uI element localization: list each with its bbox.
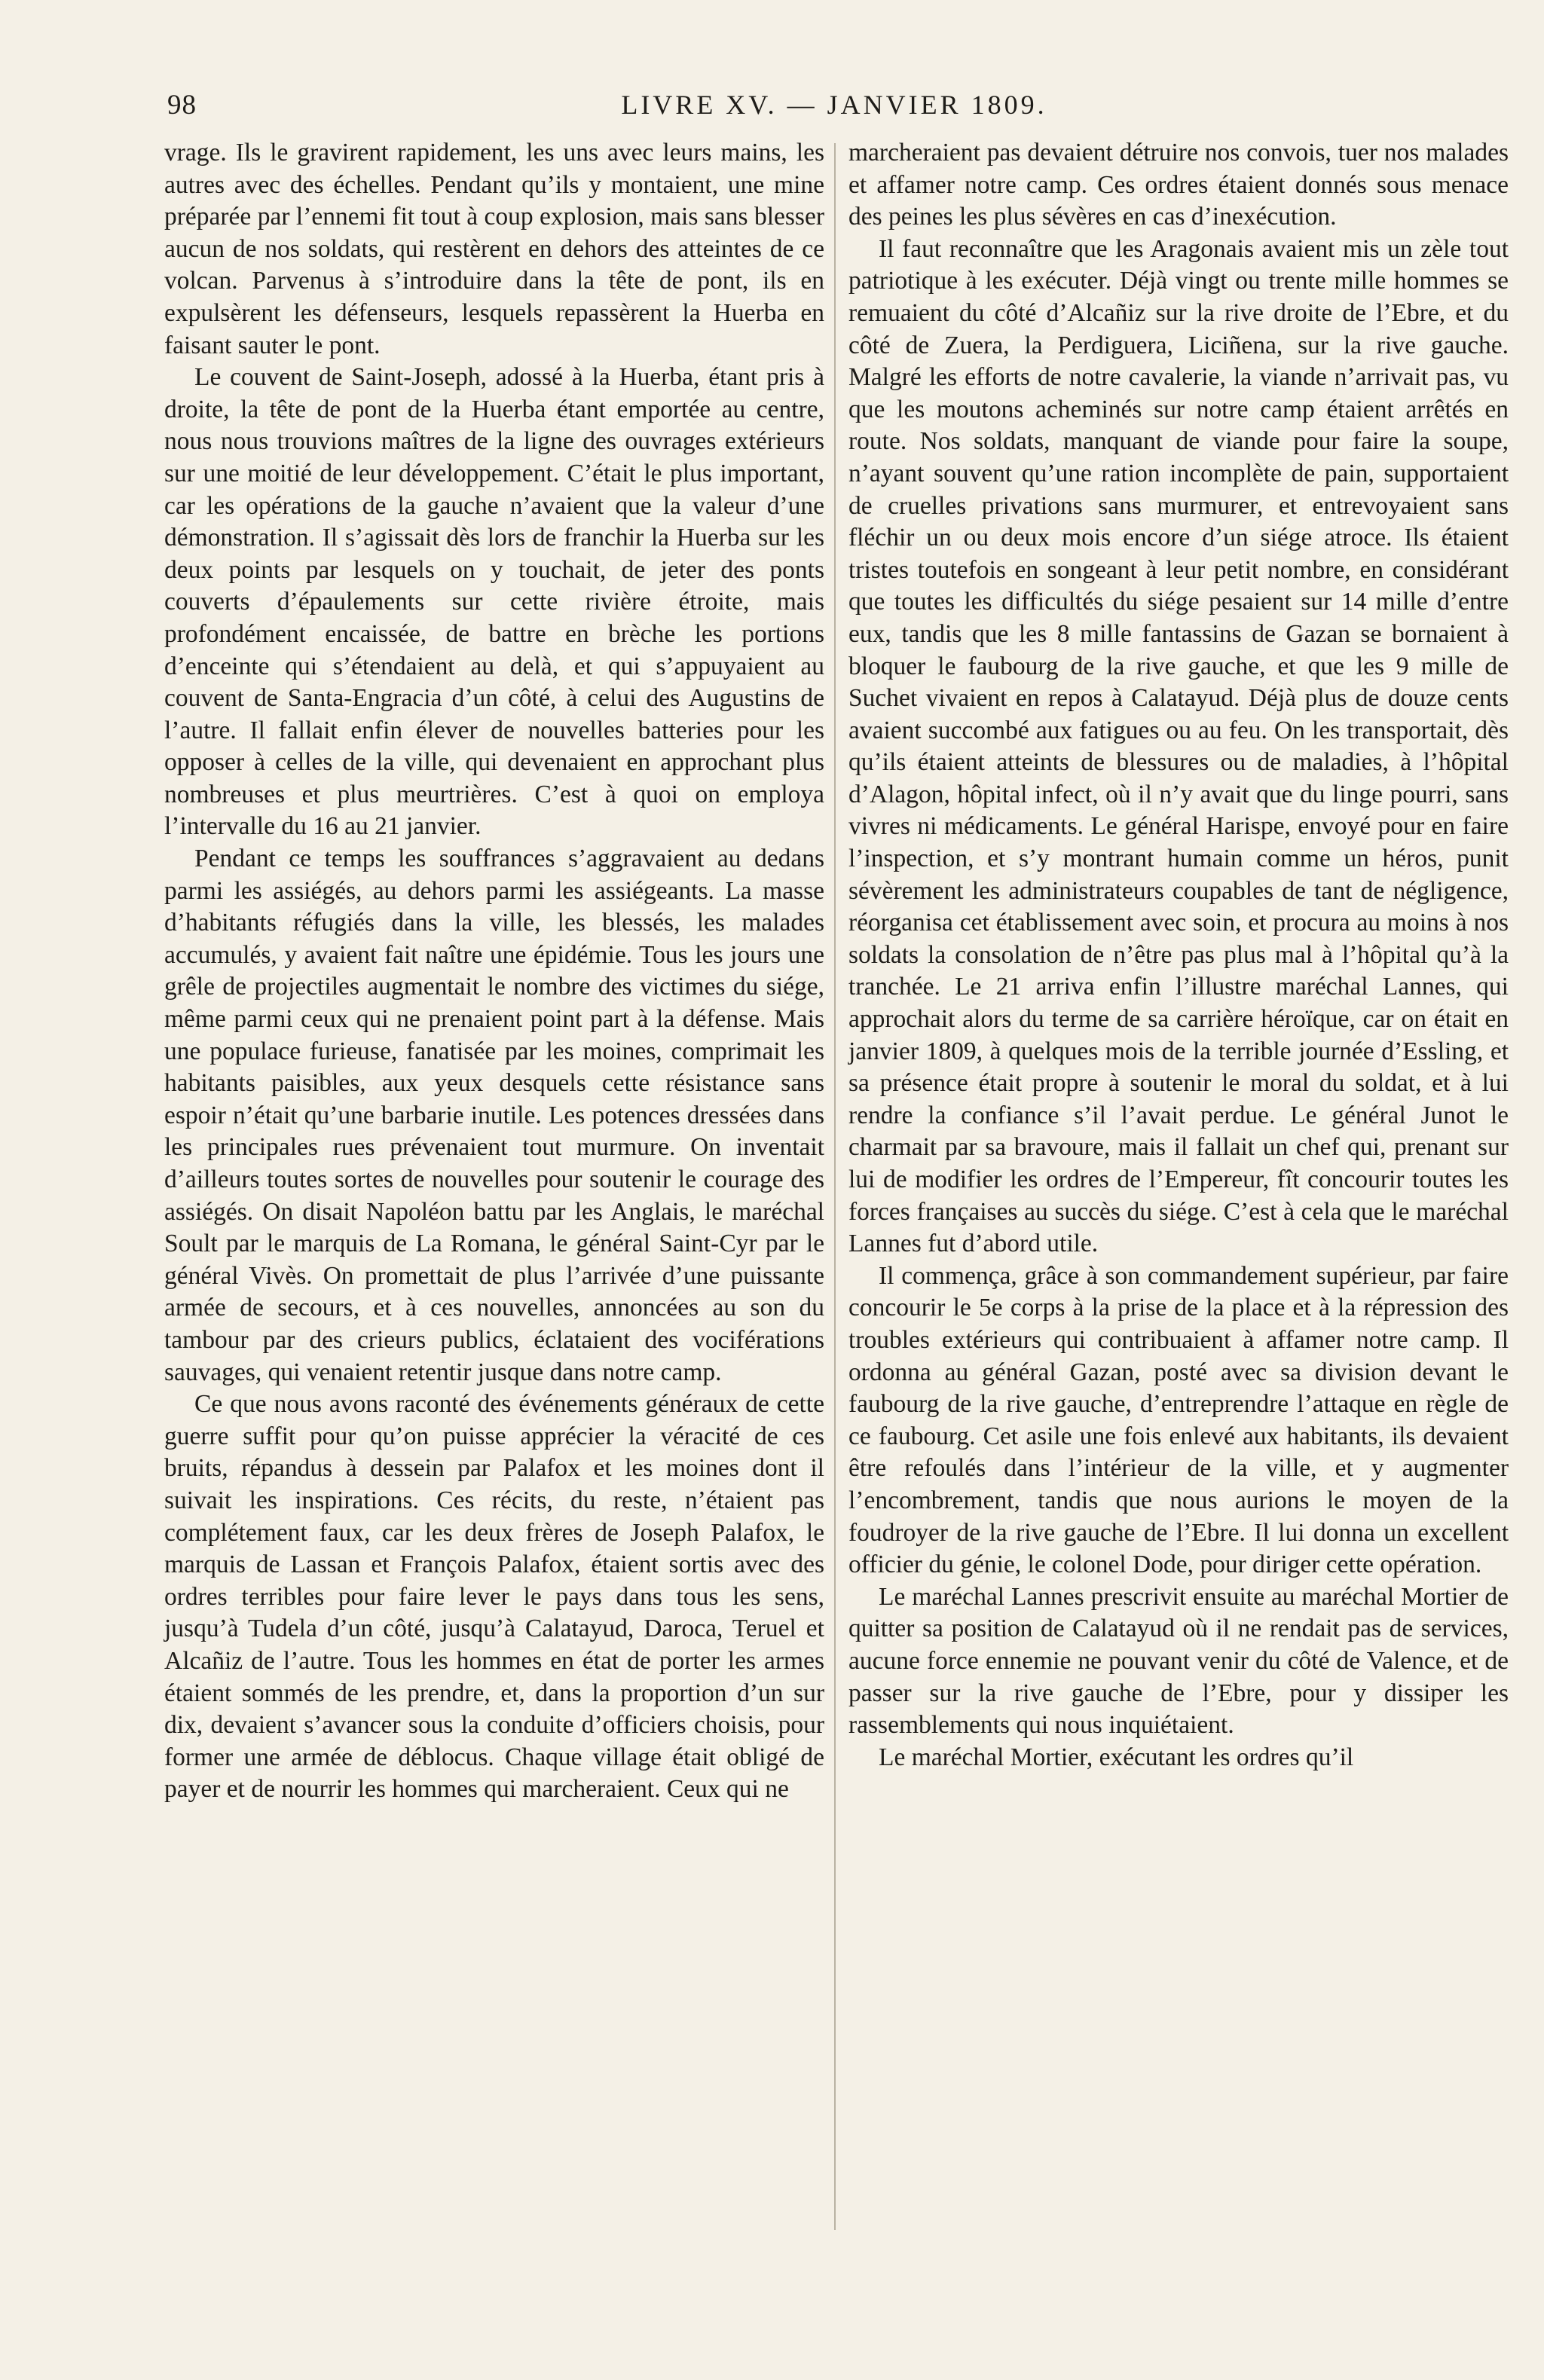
running-title: LIVRE XV. — JANVIER 1809. (621, 90, 1047, 120)
paragraph: Pendant ce temps les souffrances s’aggravaient au dedans parmi les assiégés, au dehors parmi les assiégeants. La masse d’habitants réfugiés dans la ville, les blessés, les malades accumulés, y avaient fait naître une épidémie. Tous les jours une grêle de projectiles augmentait le nombre des victimes du siége, même parmi ceux qui ne prenaient point part à la défense. Mais une populace furieuse, fanatisée par les moines, comprimait les habitants paisibles, aux yeux desquels cette résistance sans espoir n’était qu’une barbarie inutile. Les potences dressées dans les principales rues prévenaient tout murmure. On inventait d’ailleurs toutes sortes de nouvelles pour soutenir le courage des assiégés. On disait Napoléon battu par les Anglais, le maréchal Soult par le marquis de La Romana, le général Saint-Cyr par le général Vivès. On promettait de plus l’arrivée d’une puissante armée de secours, et à ces nouvelles, annoncées au son du tambour par des crieurs publics, éclataient des vociférations sauvages, qui venaient retentir jusque dans notre camp. (164, 845, 824, 1386)
right-column (848, 137, 1509, 1774)
paragraph: Le maréchal Lannes prescrivit ensuite au maréchal Mortier de quitter sa position de Calatayud où il ne rendait pas de services, aucune force ennemie ne pouvant venir du côté de Valence, et de passer sur la rive gauche de l’Ebre, pour y dissiper les rassemblements qui nous inquiétaient. (848, 1582, 1509, 1740)
paragraph: Le couvent de Saint-Joseph, adossé à la Huerba, étant pris à droite, la tête de pont de la Huerba étant emportée au centre, nous nous trouvions maîtres de la ligne des ouvrages extérieurs sur une moitié de leur développement. C’était le plus important, car les opérations de la gauche n’avaient que la valeur d’une démonstration. Il s’agissait dès lors de franchir la Huerba sur les deux points par lesquels on y touchait, de jeter des ponts couverts d’épaulements sur cette rivière étroite, mais profondément encaissée, de battre en brèche les portions d’enceinte qui s’étendaient au delà, et qui s’appuyaient au couvent de Santa-Engracia d’un côté, à celui des Augustins de l’autre. Il fallait enfin élever de nouvelles batteries pour les opposer à celles de la ville, qui devenaient en approchant plus nombreuses et plus meurtrières. C’est à quoi on employa l’intervalle du 16 au 21 janvier. (164, 363, 824, 841)
paragraph: marcheraient pas devaient détruire nos convois, tuer nos malades et affamer notre camp. Ces ordres étaient donnés sous menace des peines les plus sévères en cas d’inexécution. (848, 139, 1509, 231)
running-head (160, 89, 1509, 134)
paragraph: Il faut reconnaître que les Aragonais avaient mis un zèle tout patriotique à les exécuter. Déjà vingt ou trente mille hommes se remuaient du côté d’Alcañiz sur la rive droite de l’Ebre, et du côté de Zuera, la Perdiguera, Liciñena, sur la rive gauche. Malgré les efforts de notre cavalerie, la viande n’arrivait pas, vu que les moutons acheminés sur notre camp étaient arrêtés en route. Nos soldats, manquant de viande pour faire la soupe, n’ayant souvent qu’une ration incomplète de pain, supportaient de cruelles privations sans murmurer, et entrevoyaient sans fléchir un ou deux mois encore d’un siége atroce. Ils étaient tristes toutefois en songeant à leur petit nombre, en considérant que toutes les difficultés du siége pesaient sur 14 mille d’entre eux, tandis que les 8 mille fantassins de Gazan se bornaient à bloquer le faubourg de la rive gauche, et que les 9 mille de Suchet vivaient en repos à Calatayud. Déjà plus de douze cents avaient succombé aux fatigues ou au feu. On les transportait, dès qu’ils étaient atteints de blessures ou de maladies, à l’hôpital d’Alagon, hôpital infect, où il n’y avait que du linge pourri, sans vivres ni médicaments. Le général Harispe, envoyé pour en faire l’inspection, et s’y montrant humain comme un héros, punit sévèrement les administrateurs coupables de tant de négligence, réorganisa cet établissement avec soin, et procura au moins à nos soldats la consolation de n’être pas plus mal à l’hôpital qu’à la tranchée. Le 21 arriva enfin l’illustre maréchal Lannes, qui approchait alors du terme de sa carrière héroïque, car on était en janvier 1809, à quelques mois de la terrible journée d’Essling, et sa présence était propre à soutenir le moral du soldat, et à lui rendre la confiance s’il l’avait perdue. Le général Junot le charmait par sa bravoure, mais il fallait un chef qui, prenant sur lui de modifier les ordres de l’Empereur, fît concourir toutes les forces françaises au succès du siége. C’est à cela que le maréchal Lannes fut d’abord utile. (848, 234, 1509, 1258)
column-divider (834, 143, 836, 2230)
paragraph: Il commença, grâce à son commandement supérieur, par faire concourir le 5e corps à la prise de la place et à la répression des troubles extérieurs qui contribuaient à affamer notre camp. Il ordonna au général Gazan, posté avec sa division devant le faubourg de la rive gauche, d’entreprendre l’attaque en règle de ce faubourg. Cet asile une fois enlevé aux habitants, ils devaient être refoulés dans l’intérieur de la ville, et y augmenter l’encombrement, tandis que nous aurions le moyen de la foudroyer de la rive gauche de l’Ebre. Il lui donna un excellent officier du génie, le colonel Dode, pour diriger cette opération. (848, 1261, 1509, 1579)
left-column (164, 137, 824, 1806)
page-number: 98 (167, 90, 197, 121)
paragraph: Le maréchal Mortier, exécutant les ordres qu’il (879, 1743, 1354, 1771)
paragraph: Ce que nous avons raconté des événements généraux de cette guerre suffit pour qu’on puisse apprécier la véracité de ces bruits, répandus à dessein par Palafox et les moines dont il suivait les inspirations. Ces récits, du reste, n’étaient pas complétement faux, car les deux frères de Joseph Palafox, le marquis de Lassan et François Palafox, étaient sortis avec des ordres terribles pour faire lever le pays dans tous les sens, jusqu’à Tudela d’un côté, jusqu’à Calatayud, Daroca, Teruel et Alcañiz de l’autre. Tous les hommes en état de porter les armes étaient sommés de les prendre, et, dans la proportion d’un sur dix, devaient s’avancer sous la conduite d’officiers choisis, pour former une armée de déblocus. Chaque village était obligé de payer et de nourrir les hommes qui marcheraient. Ceux qui ne (164, 1390, 824, 1804)
paragraph: vrage. Ils le gravirent rapidement, les uns avec leurs mains, les autres avec des échelles. Pendant qu’ils y montaient, une mine préparée par l’ennemi fit tout à coup explosion, mais sans blesser aucun de nos soldats, qui restèrent en dehors des atteintes de ce volcan. Parvenus à s’introduire dans la tête de pont, ils en expulsèrent les défenseurs, lesquels repassèrent la Huerba en faisant sauter le pont. (164, 139, 824, 359)
